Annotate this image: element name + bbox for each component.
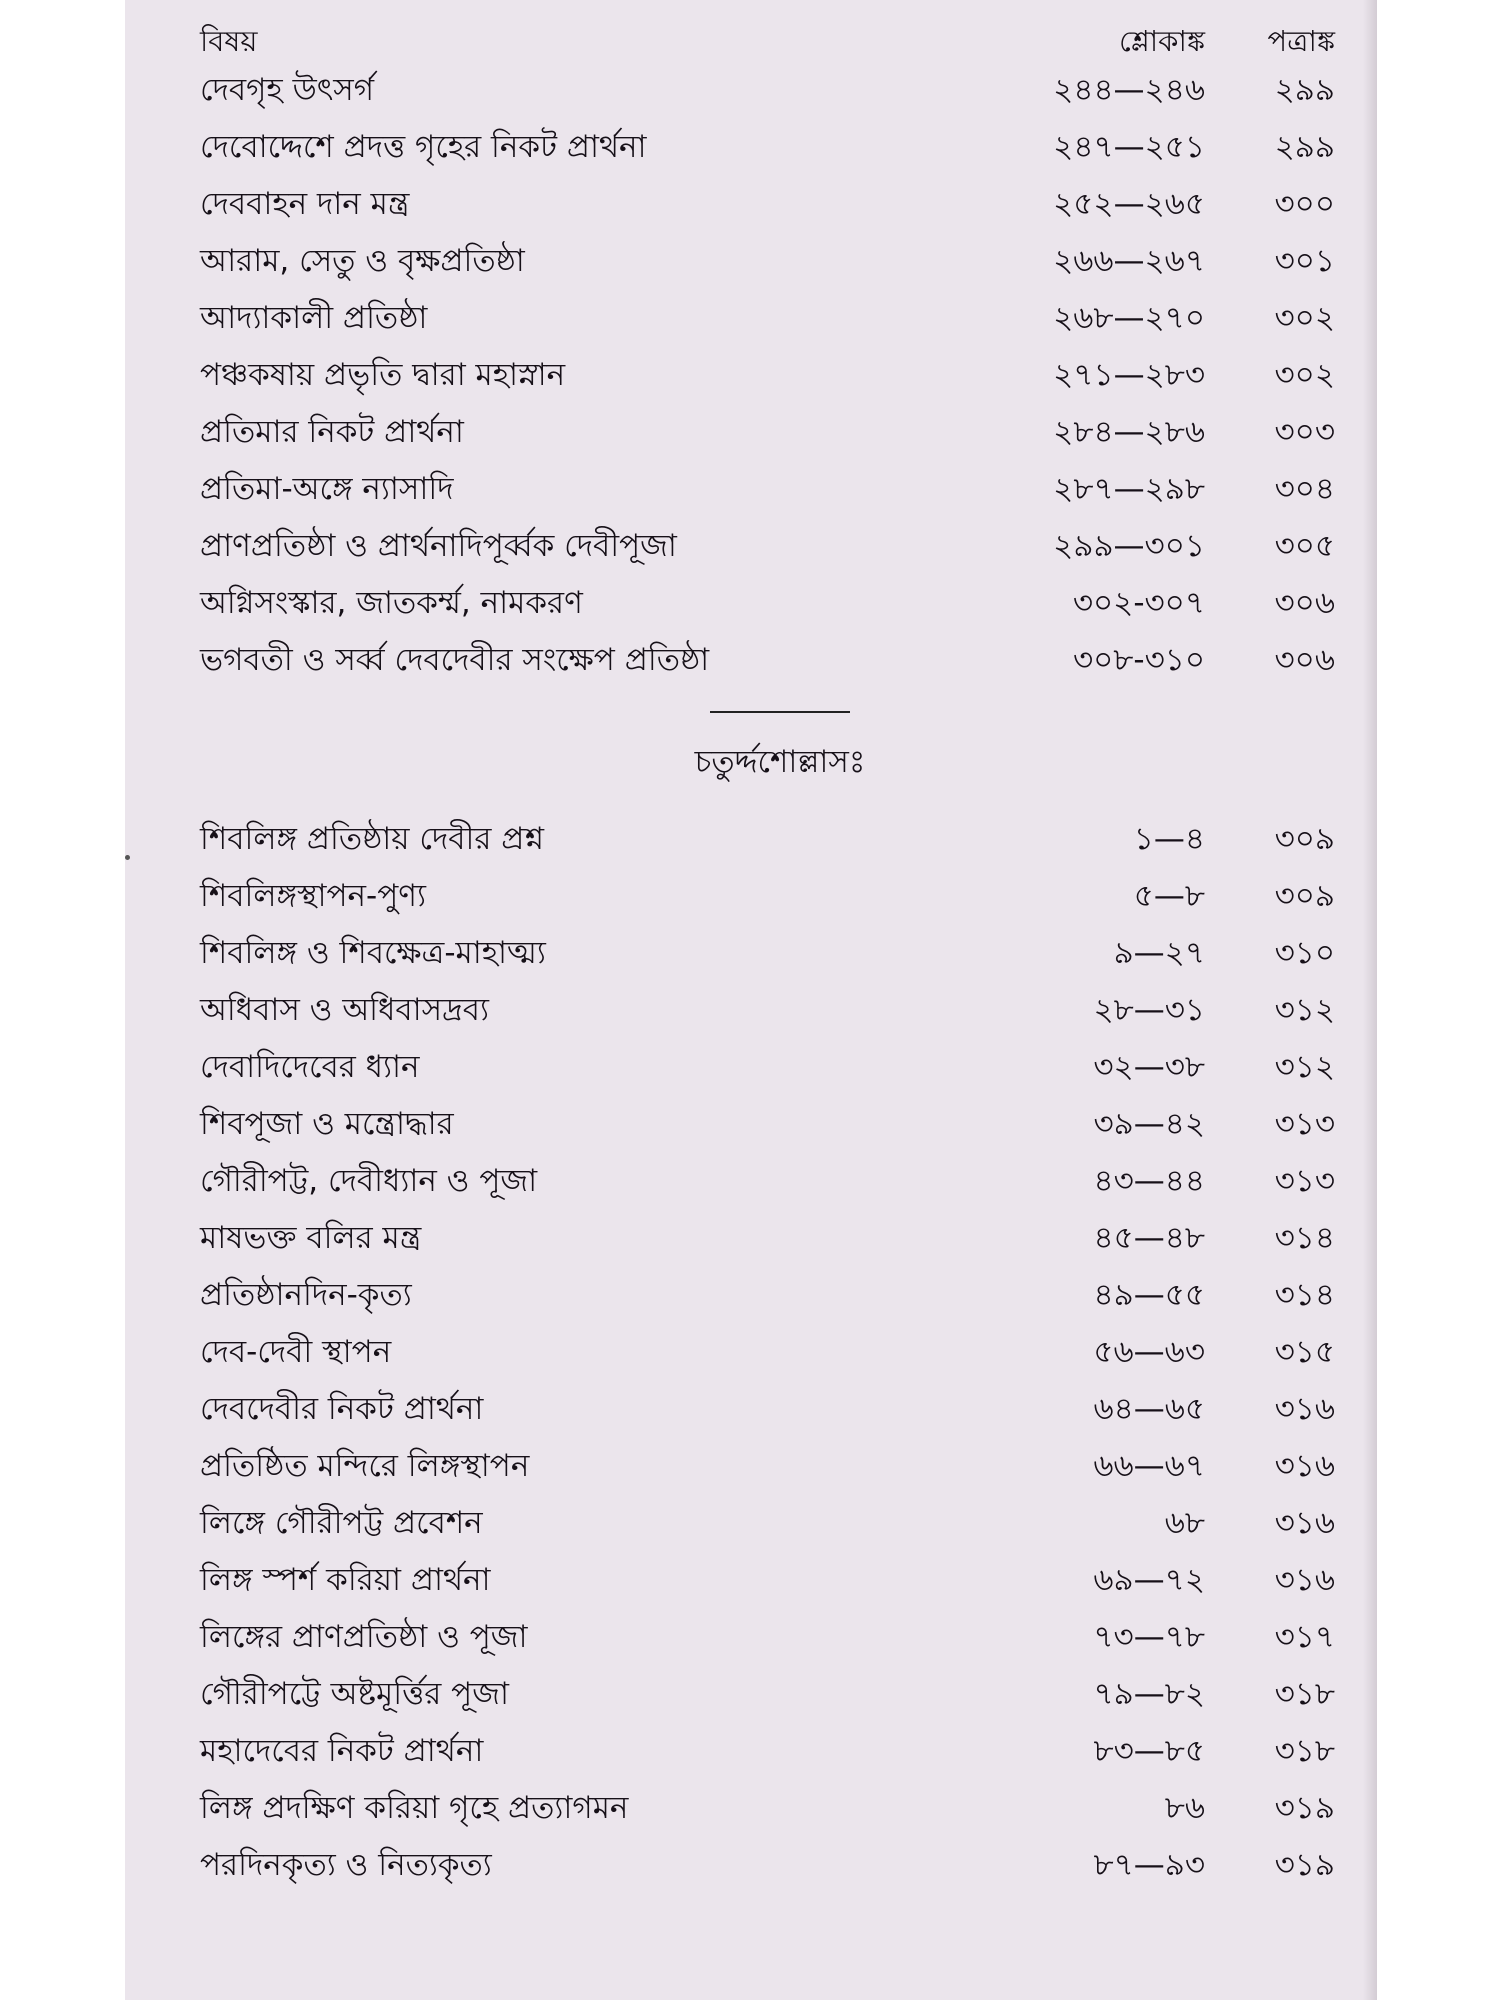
entry-title: দেবাদিদেবের ধ্যান: [200, 1049, 420, 1085]
toc-entry: [200, 1837, 1335, 1894]
entry-verse-range: ৫৬—৬৩: [1093, 1334, 1205, 1370]
toc-entry: [200, 868, 1335, 925]
entry-verse-range: ২৮৪—২৮৬: [1053, 414, 1205, 450]
book-page: [125, 0, 1377, 2000]
entry-page-number: ৩০৩: [1274, 414, 1335, 450]
toc-entry: [200, 575, 1335, 632]
entry-verse-range: ১—৪: [1133, 821, 1205, 857]
entry-verse-range: ২৫২—২৬৫: [1053, 186, 1205, 222]
entry-title: প্রতিমা-অঙ্গে ন্যাসাদি: [200, 471, 454, 507]
entry-title: দেব-দেবী স্থাপন: [200, 1334, 392, 1370]
entry-page-number: ৩১৯: [1274, 1790, 1335, 1826]
entry-title: লিঙ্গে গৌরীপট্ট প্রবেশন: [200, 1505, 483, 1541]
entry-verse-range: ৭৯—৮২: [1093, 1676, 1205, 1712]
entry-verse-range: ৬৬—৬৭: [1093, 1448, 1205, 1484]
toc-entry: [200, 1039, 1335, 1096]
section-divider: [710, 711, 850, 713]
toc-entry: [200, 1153, 1335, 1210]
entry-verse-range: ২৯৯—৩০১: [1053, 528, 1205, 564]
entry-title: মহাদেবের নিকট প্রার্থনা: [200, 1733, 484, 1769]
toc-section-1: [200, 62, 1335, 689]
entry-verse-range: ৮৩—৮৫: [1093, 1733, 1205, 1769]
entry-verse-range: ৬৮: [1164, 1505, 1205, 1541]
entry-page-number: ৩১২: [1274, 992, 1335, 1028]
entry-title: প্রতিষ্ঠানদিন-কৃত্য: [200, 1277, 412, 1313]
header-subject: বিষয়: [200, 24, 258, 58]
toc-entry: [200, 461, 1335, 518]
entry-page-number: ৩১৮: [1274, 1733, 1335, 1769]
entry-verse-range: ৩৯—৪২: [1093, 1106, 1205, 1142]
entry-title: লিঙ্গের প্রাণপ্রতিষ্ঠা ও পূজা: [200, 1619, 528, 1655]
entry-title: আরাম, সেতু ও বৃক্ষপ্রতিষ্ঠা: [200, 243, 525, 279]
entry-title: পঞ্চকষায় প্রভৃতি দ্বারা মহাস্নান: [200, 357, 566, 393]
entry-verse-range: ৭৩—৭৮: [1093, 1619, 1205, 1655]
entry-verse-range: ৮৭—৯৩: [1093, 1847, 1205, 1883]
header-verse-number: শ্লোকাঙ্ক: [1119, 24, 1205, 58]
entry-page-number: ৩১৪: [1274, 1277, 1335, 1313]
entry-page-number: ২৯৯: [1274, 129, 1335, 165]
toc-entry: [200, 1723, 1335, 1780]
toc-entry: [200, 1666, 1335, 1723]
entry-page-number: ৩০২: [1274, 300, 1335, 336]
entry-verse-range: ২৪৭—২৫১: [1053, 129, 1205, 165]
entry-page-number: ৩০০: [1274, 186, 1335, 222]
toc-section-2: [200, 811, 1335, 1894]
entry-verse-range: ৬৪—৬৫: [1093, 1391, 1205, 1427]
toc-entry: [200, 1552, 1335, 1609]
entry-page-number: ৩০৪: [1274, 471, 1335, 507]
entry-verse-range: ৬৯—৭২: [1093, 1562, 1205, 1598]
toc-entry: [200, 233, 1335, 290]
entry-page-number: ৩১৪: [1274, 1220, 1335, 1256]
entry-title: প্রতিমার নিকট প্রার্থনা: [200, 414, 464, 450]
toc-header-row: [200, 10, 1335, 62]
entry-title: শিবলিঙ্গস্থাপন-পুণ্য: [200, 878, 427, 914]
entry-verse-range: ৫—৮: [1133, 878, 1205, 914]
entry-title: মাষভক্ত বলির মন্ত্র: [200, 1220, 422, 1256]
entry-title: শিবপূজা ও মন্ত্রোদ্ধার: [200, 1106, 454, 1142]
entry-title: পরদিনকৃত্য ও নিত্যকৃত্য: [200, 1847, 492, 1883]
entry-title: দেবগৃহ উৎসর্গ: [200, 72, 375, 108]
toc-entry: [200, 1495, 1335, 1552]
entry-page-number: ৩০৫: [1274, 528, 1335, 564]
entry-title: লিঙ্গ প্রদক্ষিণ করিয়া গৃহে প্রত্যাগমন: [200, 1790, 629, 1826]
entry-title: প্রতিষ্ঠিত মন্দিরে লিঙ্গস্থাপন: [200, 1448, 530, 1484]
entry-page-number: ৩০৯: [1274, 878, 1335, 914]
print-speck: [125, 855, 130, 860]
entry-title: শিবলিঙ্গ ও শিবক্ষেত্র-মাহাত্ম্য: [200, 935, 546, 971]
toc-entry: [200, 1210, 1335, 1267]
entry-page-number: ৩১৬: [1274, 1448, 1335, 1484]
entry-title: শিবলিঙ্গ প্রতিষ্ঠায় দেবীর প্রশ্ন: [200, 821, 544, 857]
toc-entry: [200, 347, 1335, 404]
entry-page-number: ৩০২: [1274, 357, 1335, 393]
entry-page-number: ৩০১: [1274, 243, 1335, 279]
entry-page-number: ৩১৬: [1274, 1505, 1335, 1541]
section-heading: চতুর্দ্দশোল্লাসঃ: [694, 744, 866, 780]
entry-verse-range: ৪৩—৪৪: [1093, 1163, 1205, 1199]
entry-verse-range: ২৮৭—২৯৮: [1053, 471, 1205, 507]
toc-entry: [200, 982, 1335, 1039]
toc-entry: [200, 1438, 1335, 1495]
entry-verse-range: ৩০২-৩০৭: [1072, 585, 1205, 621]
table-of-contents: [200, 10, 1335, 1894]
entry-page-number: ৩১৬: [1274, 1391, 1335, 1427]
entry-title: দেববাহন দান মন্ত্র: [200, 186, 410, 222]
toc-entry: [200, 176, 1335, 233]
entry-verse-range: ৪৫—৪৮: [1093, 1220, 1205, 1256]
entry-page-number: ৩১৮: [1274, 1676, 1335, 1712]
entry-title: ভগবতী ও সর্ব্ব দেবদেবীর সংক্ষেপ প্রতিষ্ঠা: [200, 642, 710, 678]
entry-title: গৌরীপট্ট, দেবীধ্যান ও পূজা: [200, 1163, 538, 1199]
entry-verse-range: ২৪৪—২৪৬: [1053, 72, 1205, 108]
entry-title: প্রাণপ্রতিষ্ঠা ও প্রার্থনাদিপূর্ব্বক দেবীপূজা: [200, 528, 677, 564]
entry-verse-range: ৩০৮-৩১০: [1072, 642, 1205, 678]
entry-title: আদ্যাকালী প্রতিষ্ঠা: [200, 300, 428, 336]
entry-verse-range: ২৮—৩১: [1093, 992, 1205, 1028]
entry-title: লিঙ্গ স্পর্শ করিয়া প্রার্থনা: [200, 1562, 491, 1598]
entry-page-number: ৩১৩: [1274, 1163, 1335, 1199]
entry-page-number: ৩১৭: [1274, 1619, 1335, 1655]
entry-page-number: ৩০৬: [1274, 642, 1335, 678]
toc-entry: [200, 925, 1335, 982]
entry-verse-range: ৪৯—৫৫: [1093, 1277, 1205, 1313]
entry-verse-range: ২৬৮—২৭০: [1053, 300, 1205, 336]
toc-entry: [200, 632, 1335, 689]
toc-entry: [200, 518, 1335, 575]
entry-page-number: ৩১২: [1274, 1049, 1335, 1085]
toc-entry: [200, 119, 1335, 176]
entry-title: দেবদেবীর নিকট প্রার্থনা: [200, 1391, 484, 1427]
entry-title: অধিবাস ও অধিবাসদ্রব্য: [200, 992, 489, 1028]
entry-verse-range: ৯—২৭: [1113, 935, 1205, 971]
toc-entry: [200, 1609, 1335, 1666]
entry-title: অগ্নিসংস্কার, জাতকর্ম্ম, নামকরণ: [200, 585, 583, 621]
toc-entry: [200, 1096, 1335, 1153]
entry-page-number: ৩১৫: [1274, 1334, 1335, 1370]
toc-entry: [200, 1381, 1335, 1438]
toc-entry: [200, 811, 1335, 868]
entry-page-number: ৩১০: [1274, 935, 1335, 971]
entry-verse-range: ২৬৬—২৬৭: [1053, 243, 1205, 279]
entry-verse-range: ৮৬: [1164, 1790, 1205, 1826]
entry-page-number: ৩১৯: [1274, 1847, 1335, 1883]
entry-page-number: ৩০৯: [1274, 821, 1335, 857]
toc-entry: [200, 62, 1335, 119]
entry-title: গৌরীপট্টে অষ্টমূর্ত্তির পূজা: [200, 1676, 509, 1712]
entry-verse-range: ২৭১—২৮৩: [1053, 357, 1205, 393]
toc-entry: [200, 1324, 1335, 1381]
entry-title: দেবোদ্দেশে প্রদত্ত গৃহের নিকট প্রার্থনা: [200, 129, 647, 165]
toc-entry: [200, 290, 1335, 347]
entry-page-number: ৩১৩: [1274, 1106, 1335, 1142]
entry-page-number: ৩০৬: [1274, 585, 1335, 621]
entry-page-number: ৩১৬: [1274, 1562, 1335, 1598]
toc-entry: [200, 1780, 1335, 1837]
toc-entry: [200, 1267, 1335, 1324]
entry-verse-range: ৩২—৩৮: [1093, 1049, 1205, 1085]
header-page-number: পত্রাঙ্ক: [1267, 24, 1335, 58]
entry-page-number: ২৯৯: [1274, 72, 1335, 108]
toc-entry: [200, 404, 1335, 461]
